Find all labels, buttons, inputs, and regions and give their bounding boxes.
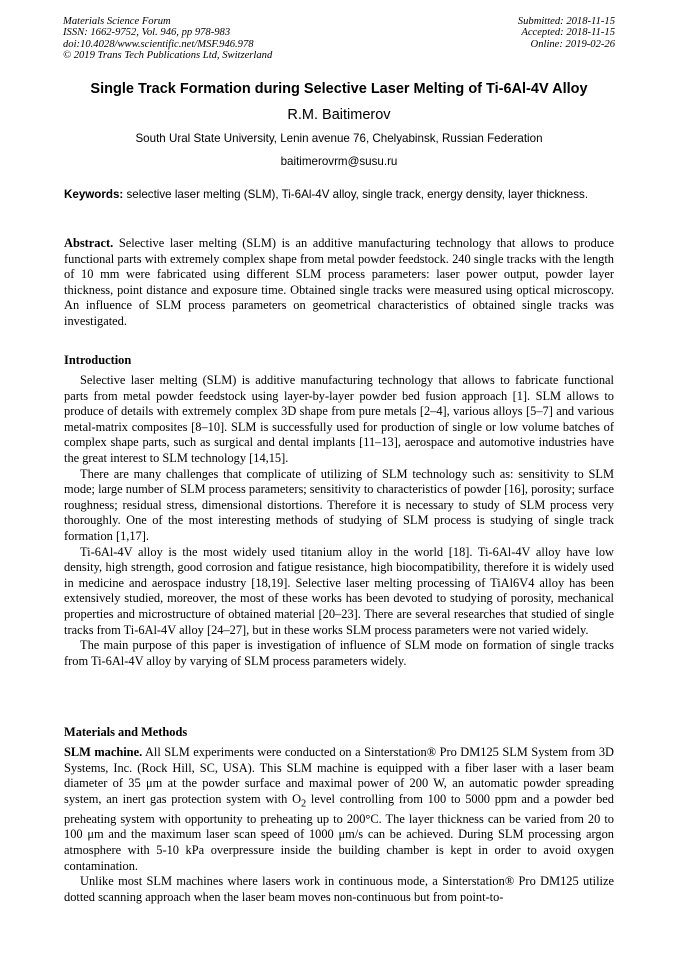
copyright-line: © 2019 Trans Tech Publications Ltd, Switzerland bbox=[63, 50, 273, 62]
methods-section bbox=[64, 745, 614, 905]
keywords-label: Keywords: bbox=[64, 188, 124, 201]
journal-info bbox=[63, 16, 272, 62]
doi-line: doi:10.4028/www.scientific.net/MSF.946.978 bbox=[63, 38, 254, 50]
methods-paragraph-2: Unlike most SLM machines where lasers work in continuous mode, a Sinterstation® Pro DM125 utilize dotted scanning approach when the laser beam moves non-continuous but from point-to- bbox=[64, 874, 614, 904]
methods-text-a: All SLM experiments were conducted on a Sinterstation® Pro DM125 SLM System from 3D Systems, Inc. (Rock Hill, SC, USA). This SLM machine is equipped with a fiber laser with a laser beam diameter of 35 μm at the powder surface and maximal power of 200 W, an automatic powder spreading system, an inert gas protection system with O bbox=[64, 745, 614, 806]
slm-machine-label: SLM machine. bbox=[64, 745, 143, 759]
intro-paragraph-1: Selective laser melting (SLM) is additive manufacturing technology that allows to fabricate functional parts from metal powder feedstock using layer-by-layer powder bed fusion approach [1]. SLM allows to produce of details with extremely complex 3D shape from pure metals [2–4], various alloys [5–7] and various metal-matrix composites [8–10]. SLM is successfully used for production of single or low volume batches of complex shape parts, such as surgical and dental implants [11–13], aerospace and automotive industries have the great interest to SLM technology [14,15]. bbox=[64, 373, 614, 465]
submission-dates bbox=[518, 16, 615, 50]
keywords-text: selective laser melting (SLM), Ti-6Al-4V alloy, single track, energy density, layer thickness. bbox=[123, 188, 589, 201]
intro-paragraph-4: The main purpose of this paper is investigation of influence of SLM mode on formation of single tracks from Ti-6Al-4V alloy by varying of SLM process parameters widely. bbox=[64, 638, 614, 668]
introduction-heading: Introduction bbox=[64, 353, 132, 367]
issn-line: ISSN: 1662-9752, Vol. 946, pp 978-983 bbox=[63, 27, 231, 39]
abstract-text: Selective laser melting (SLM) is an additive manufacturing technology that allows to produce functional parts with extremely complex shape from metal powder feedstock. 240 single tracks with the length of 10 mm were fabricated using different SLM process parameters: laser power output, powder layer thickness, point distance and exposure time. Obtained single tracks were measured using optical microscopy. An influence of SLM process parameters on geometrical characteristics of obtained single tracks was investigated. bbox=[64, 236, 614, 328]
intro-paragraph-3: Ti-6Al-4V alloy is the most widely used titanium alloy in the world [18]. Ti-6Al-4V alloy have low density, high strength, good corrosion and fatigue resistance, high biocompatibility, therefore it is widely used in medicine and aerospace industry [18,19]. Selective laser melting processing of TiAl6V4 alloy has been extensively studied, moreover, the most of these works has been devoted to studying of porosity, mechanical properties and microstructure of obtained material [20–23]. There are several researches that studied of single tracks from Ti-6Al-4V alloy [24–27], but in these works SLM process parameters were not varied widely. bbox=[64, 544, 614, 637]
keywords bbox=[64, 187, 614, 203]
oxygen-subscript: 2 bbox=[301, 798, 307, 810]
methods-heading: Materials and Methods bbox=[64, 725, 188, 739]
paper-title: Single Track Formation during Selective Laser Melting of Ti-6Al-4V Alloy bbox=[90, 81, 588, 97]
methods-paragraph-1 bbox=[64, 745, 614, 874]
abstract-label: Abstract. bbox=[64, 236, 114, 250]
author-name: R.M. Baitimerov bbox=[287, 107, 391, 123]
methods-text-b: level controlling from 100 to 5000 ppm and a powder bed preheating system with opportunity to preheating up to 200°C. The layer thickness can be varied from 20 to 100 μm and the maximum laser scan speed of 1000 μm/s can be achieved. During SLM processing argon atmosphere with 5-10 kPa overpressure inside the building chamber is kept in order to avoid oxygen contamination. bbox=[64, 791, 615, 873]
author-email[interactable]: baitimerovrm@susu.ru bbox=[280, 155, 398, 168]
journal-name: Materials Science Forum bbox=[63, 16, 171, 27]
accepted-date: Accepted: 2018-11-15 bbox=[521, 27, 615, 39]
abstract bbox=[64, 236, 614, 330]
author-affiliation: South Ural State University, Lenin avenue 76, Chelyabinsk, Russian Federation bbox=[135, 132, 543, 145]
submitted-date: Submitted: 2018-11-15 bbox=[517, 16, 615, 27]
introduction-section bbox=[64, 373, 614, 669]
intro-paragraph-2: There are many challenges that complicate of utilizing of SLM technology such as: sensitivity to SLM mode; large number of SLM process parameters; sensitivity to characteristics of powder [16], porosity; surface roughness; residual stress, dimensional distortions. Therefore it is necessary to study of SLM process very thoroughly. One of the most interesting methods of studying of SLM process is studying of single track formation [1,17]. bbox=[64, 466, 614, 543]
online-date: Online: 2019-02-26 bbox=[530, 38, 615, 50]
